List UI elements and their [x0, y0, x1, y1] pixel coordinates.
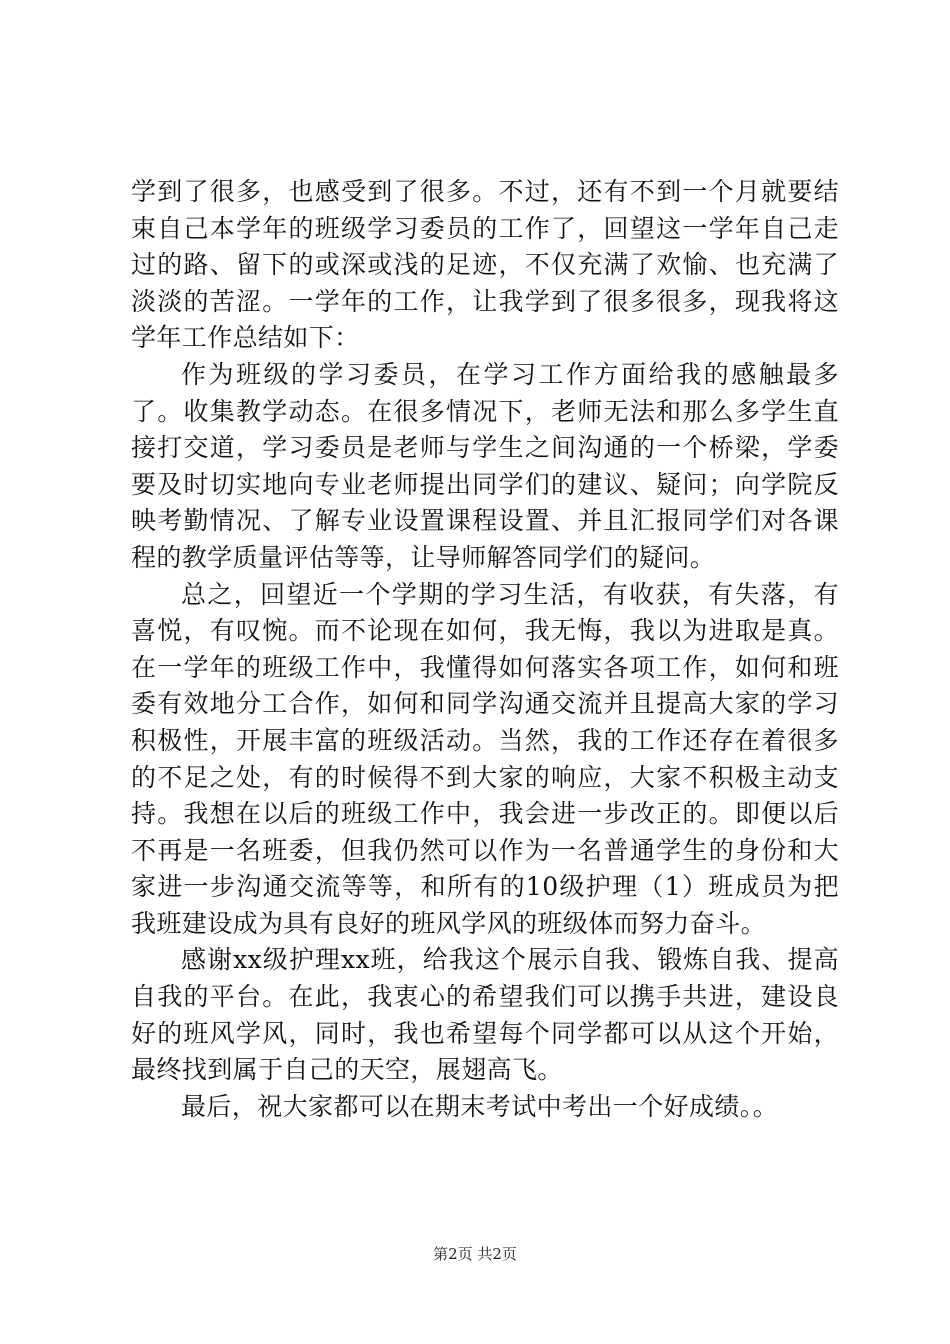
paragraph-thanks: 感谢xx级护理xx班，给我这个展示自我、锻炼自我、提高自我的平台。在此，我衷心的希望我们可以携手共进，建设良好的班风学风，同时，我也希望每个同学都可以从这个开始，最终找到属于自己的天空，展翅高飞。 [131, 945, 839, 1085]
paragraph-closing: 最后，祝大家都可以在期末考试中考出一个好成绩。。 [181, 1091, 779, 1121]
page-number-footer: 第2页 共2页 [433, 1245, 517, 1263]
paragraph-summary: 总之，回望近一个学期的学习生活，有收获，有失落，有喜悦，有叹惋。而不论现在如何，我无悔，我以为进取是真。在一学年的班级工作中，我懂得如何落实各项工作，如何和班委有效地分工合作，如何和同学沟通交流并且提高大家的学习积极性，开展丰富的班级活动。当然，我的工作还存在着很多的不足之处，有的时候得不到大家的响应，大家不积极主动支持。我想在以后的班级工作中，我会进一步改正的。即便以后不再是一名班委，但我仍然可以作为一名普通学生的身份和大家进一步沟通交流等等，和所有的10级护理（1）班成员为把我班建设成为具有良好的班风学风的班级体而努力奋斗。 [131, 579, 839, 938]
paragraph-intro: 学到了很多，也感受到了很多。不过，还有不到一个月就要结束自己本学年的班级学习委员的工作了，回望这一学年自己走过的路、留下的或深或浅的足迹，不仅充满了欢愉、也充满了淡淡的苦涩。一学年的工作，让我学到了很多很多，现我将这学年工作总结如下： [131, 177, 839, 353]
paragraph-study-committee: 作为班级的学习委员，在学习工作方面给我的感触最多了。收集教学动态。在很多情况下，老师无法和那么多学生直接打交道，学习委员是老师与学生之间沟通的一个桥梁，学委要及时切实地向专业老师提出同学们的建议、疑问；向学院反映考勤情况、了解专业设置课程设置、并且汇报同学们对各课程的教学质量评估等等，让导师解答同学们的疑问。 [131, 359, 839, 572]
document-body [131, 174, 839, 1125]
